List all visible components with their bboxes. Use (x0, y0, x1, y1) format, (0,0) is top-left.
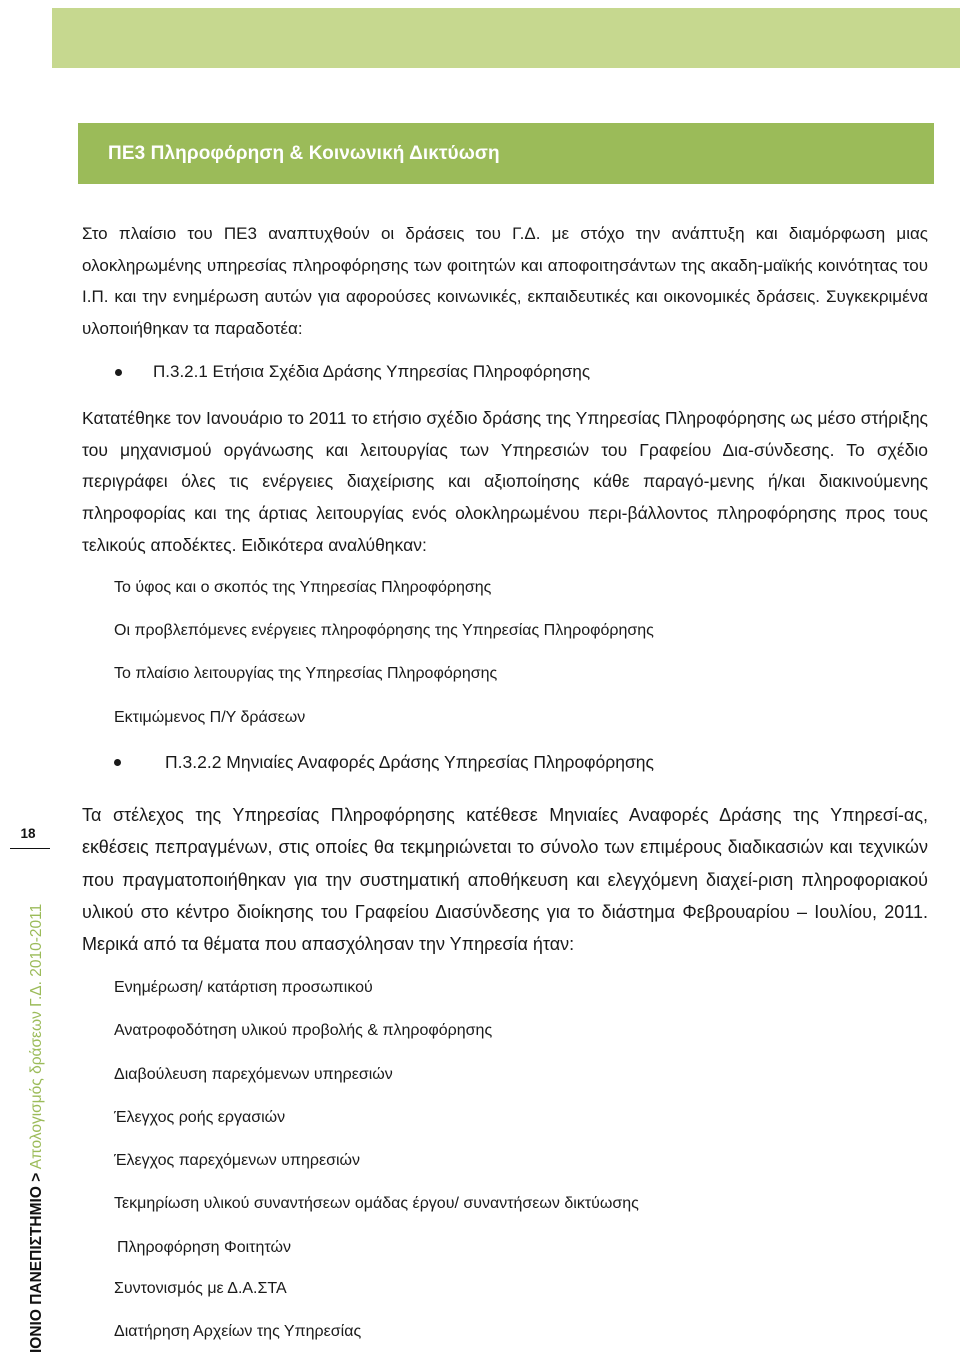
section-header-bar (78, 123, 934, 184)
annual-plan-item: Εκτιμώμενος Π/Υ δράσεων (114, 709, 306, 726)
footer-separator: > (28, 1172, 45, 1182)
topic-item: Ενημέρωση/ κατάρτιση προσωπικού (114, 979, 373, 996)
topic-item: Έλεγχος ροής εργασιών (114, 1109, 286, 1126)
deliverable-label: Π.3.2.2 Μηνιαίες Αναφορές Δράσης Υπηρεσίας Πληροφόρησης (165, 752, 654, 772)
topic-item: Έλεγχος παρεχόμενων υπηρεσιών (114, 1152, 360, 1169)
institution-name: ΙΟΝΙΟ ΠΑΝΕΠΙΣΤΗΜΙΟ (28, 1186, 45, 1353)
page-number-rule (10, 848, 50, 849)
page-number: 18 (20, 826, 36, 841)
topic-item: Διατήρηση Αρχείων της Υπηρεσίας (114, 1323, 362, 1340)
annual-plan-item: Το ύφος και ο σκοπός της Υπηρεσίας Πληροφόρησης (114, 579, 492, 596)
deliverable-label: Π.3.2.1 Ετήσια Σχέδια Δράσης Υπηρεσίας Πληροφόρησης (153, 362, 591, 381)
bullet-dot-icon (114, 759, 121, 766)
bullet-dot-icon (115, 369, 122, 376)
topic-item: Συντονισμός με Δ.Α.ΣΤΑ (114, 1280, 287, 1297)
section-title: ΠΕ3 Πληροφόρηση & Κοινωνική Δικτύωση (108, 142, 500, 164)
topic-item: Τεκμηρίωση υλικού συναντήσεων ομάδας έργου/ συναντήσεων δικτύωσης (114, 1195, 639, 1212)
topic-item: Ανατροφοδότηση υλικού προβολής & πληροφόρησης (114, 1022, 493, 1039)
intro-paragraph: Στο πλαίσιο του ΠΕ3 αναπτυχθούν οι δράσεις του Γ.Δ. με στόχο την ανάπτυξη και διαμόρφωση μιας ολοκληρωμένης υπηρεσίας πληροφόρησης των φοιτητών και αποφοιτησάντων της ακαδη-μαϊκής κοινότητας του Ι.Π. και την ενημέρωση αυτών για αφορούσες κοινωνικές, εκπαιδευτικές και οικονομικές δράσεις. Συγκεκριμένα υλοποιήθηκαν τα παραδοτέα: (82, 224, 928, 338)
deliverable-bullet-annual-plans (115, 362, 590, 382)
monthly-reports-paragraph: Τα στέλεχος της Υπηρεσίας Πληροφόρησης κατέθεσε Μηνιαίες Αναφορές Δράσης της Υπηρεσί-ας, εκθέσεις πεπραγμένων, στις οποίες θα τεκμηριώνεται το σύνολο των επιμέρους διαδικασιών και τεχνικών που πραγματοποιήθηκαν για την συστηματική αποθήκευση και ελεγχόμενη διαχεί-ριση πληροφοριακού υλικού στο κέντρο διοίκησης του Γραφείου Διασύνδεσης για το διάστημα Φεβρουαρίου – Ιουλίου, 2011. Μερικά από τα θέματα που απασχόλησαν την Υπηρεσία ήταν: (82, 805, 928, 955)
top-decorative-band (52, 8, 960, 68)
deliverable-bullet-monthly-reports (114, 752, 654, 773)
annual-plan-item: Το πλαίσιο λειτουργίας της Υπηρεσίας Πληροφόρησης (114, 665, 498, 682)
vertical-running-footer (28, 904, 46, 1353)
topic-item: Διαβούλευση παρεχόμενων υπηρεσιών (114, 1066, 393, 1083)
topic-item: Πληροφόρηση Φοιτητών (117, 1239, 291, 1256)
report-title: Απολογισμός δράσεων Γ.Δ. 2010-2011 (28, 903, 45, 1170)
annual-plan-item: Οι προβλεπόμενες ενέργειες πληροφόρησης της Υπηρεσίας Πληροφόρησης (114, 622, 654, 639)
annual-plan-paragraph: Κατατέθηκε τον Ιανουάριο το 2011 το ετήσιο σχέδιο δράσης της Υπηρεσίας Πληροφόρησης ως μέσο στήριξης του μηχανισμού οργάνωσης και λειτουργίας των Υπηρεσιών του Γραφείου Δια-σύνδεσης. Το σχέδιο περιγράφει όλες τις ενέργειες διαχείρισης και αξιοποίησης κάθε παραγό-μενης ή/και διακινούμενης πληροφορίας και της άρτιας λειτουργίας ενός ολοκληρωμένου περι-βάλλοντος πληροφόρησης προς τους τελικούς αποδέκτες. Ειδικότερα αναλύθηκαν: (82, 408, 928, 555)
